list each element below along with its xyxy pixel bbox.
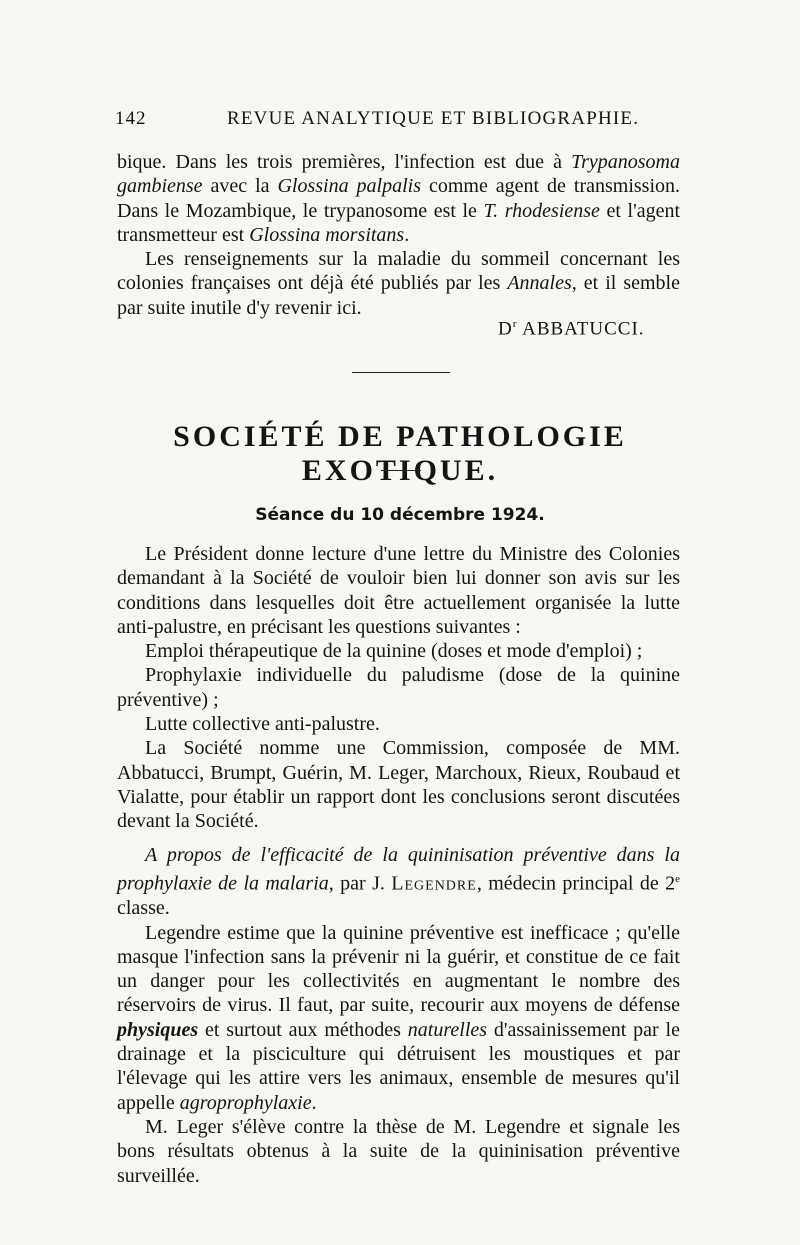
paragraph: Legendre estime que la quinine préventive est inefficace ; qu'elle masque l'infection sans la prévenir ni la guérir, et constitue de ce fait un danger pour les collectivités en augmentant le nombre des réservoirs de virus. Il faut, par suite, recourir aux moyens de défense physiques et surtout aux méthodes naturelles d'assainissement par le drainage et la pisciculture qui détruisent les moustiques et par l'élevage qui les attire vers les animaux, ensemble de mesures qu'il appelle agroprophylaxie. <box>117 921 680 1114</box>
session-date: Séance du 10 décembre 1924. <box>255 505 545 525</box>
article-summary <box>117 843 680 1188</box>
section-divider <box>352 372 450 373</box>
article-title: A propos de l'efficacité de la quininisation préventive dans la prophylaxie de la malaria, par J. Legendre, médecin principal de 2e classe. <box>117 844 680 920</box>
session-minutes <box>117 542 680 834</box>
page-number: 142 <box>115 108 147 129</box>
author-signature: $D^r$ ABBATUCCI. <box>498 318 645 340</box>
preceding-review-text <box>117 150 680 320</box>
heading-rule <box>381 470 421 471</box>
running-title: REVUE ANALYTIQUE ET BIBLIOGRAPHIE. <box>227 108 640 129</box>
paragraph: M. Leger s'élève contre la thèse de M. Legendre et signale les bons résultats obtenus à la suite de la quininisation préventive surveillée. <box>117 1115 680 1187</box>
list-item: Lutte collective anti-palustre. <box>145 713 380 736</box>
paragraph: La Société nomme une Commission, composée de MM. Abbatucci, Brumpt, Guérin, M. Leger, Marchoux, Rieux, Roubaud et Vialatte, pour établir un rapport dont les conclusions seront discutées devant la Société. <box>117 737 680 833</box>
list-item: Emploi thérapeutique de la quinine (doses et mode d'emploi) ; <box>145 640 643 663</box>
section-heading: SOCIÉTÉ DE PATHOLOGIE EXOTIQUE. <box>173 420 627 487</box>
paragraph: Le Président donne lecture d'une lettre du Ministre des Colonies demandant à la Société de vouloir bien lui donner son avis sur les conditions dans lesquelles doit être actuellement organisée la lutte anti-palustre, en précisant les questions suivantes : <box>117 543 680 638</box>
list-item: Prophylaxie individuelle du paludisme (dose de la quinine préventive) ; <box>117 664 680 711</box>
paragraph: Les renseignements sur la maladie du sommeil concernant les colonies françaises ont déjà été publiés par les Annales, et il semble par suite inutile d'y revenir ici. <box>117 248 680 319</box>
paragraph: bique. Dans les trois premières, l'infection est due à Trypanosoma gambiense avec la Glossina palpalis comme agent de transmission. Dans le Mozambique, le trypanosome est le T. rhodesiense et l'agent transmetteur est Glossina morsitans. <box>117 151 681 246</box>
